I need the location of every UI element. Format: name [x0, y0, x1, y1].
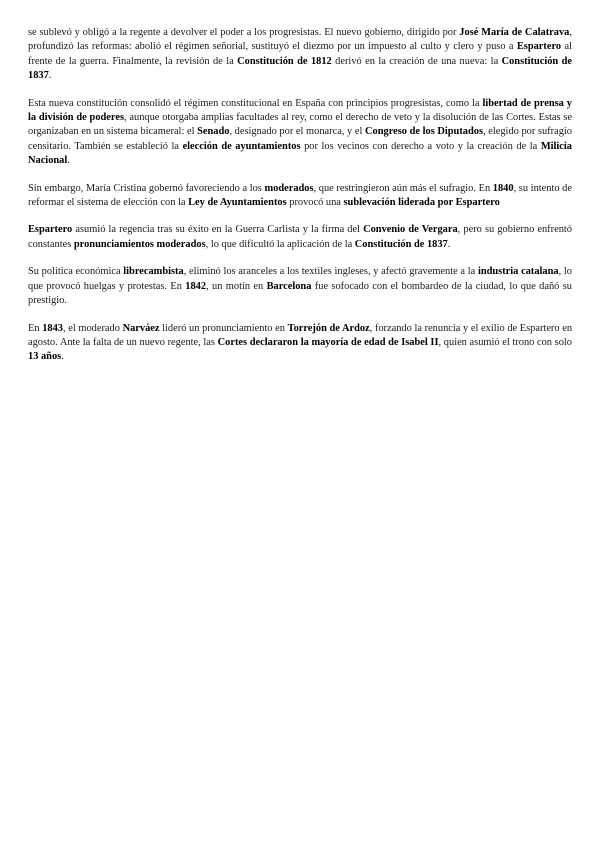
text-run: derivó en la creación de una nueva: la — [331, 55, 502, 67]
bold-text: Espartero — [28, 224, 73, 236]
bold-text: libertad de prensa y la división de poderes — [28, 97, 572, 124]
text-run: , quien asumió el trono con solo — [438, 336, 572, 348]
document-page — [28, 26, 572, 378]
text-run: al frente de la guerra. Finalmente, la revisión de la — [28, 41, 572, 67]
text-run: lideró un pronunciamiento en — [159, 322, 288, 334]
bold-text: Senado — [197, 126, 230, 138]
bold-text: Barcelona — [266, 280, 312, 292]
bold-text: José María de Calatrava — [459, 27, 570, 38]
paragraph-2 — [28, 97, 572, 169]
bold-text: Milicia Nacional — [28, 140, 572, 167]
bold-text: Ley de Ayuntamientos — [188, 197, 287, 209]
bold-text: industria catalana — [477, 266, 559, 278]
text-run: Su política económica — [28, 266, 124, 278]
bold-text: moderados — [264, 182, 314, 194]
text-run: . — [61, 351, 64, 363]
text-run: . — [67, 155, 70, 167]
paragraph-1 — [28, 26, 572, 84]
bold-text: Constitución de 1812 — [237, 55, 332, 67]
bold-text: Convenio de Vergara — [363, 224, 458, 236]
text-run: , eliminó los aranceles a los textiles ingleses, y afectó gravemente a la — [183, 266, 478, 278]
text-run: Esta nueva constitución consolidó el régimen constitucional en España con principios progresistas, como la — [28, 97, 483, 109]
text-run: En — [28, 322, 43, 334]
paragraph-5 — [28, 265, 572, 308]
text-run: provocó una — [286, 197, 344, 209]
text-run: , que restringieron aún más el sufragio. En — [313, 182, 493, 194]
bold-text: pronunciamientos moderados — [73, 238, 206, 250]
text-run: fue sofocado con el bombardeo de la ciudad, lo que dañó su prestigio. — [28, 280, 572, 307]
bold-text: 1843 — [42, 322, 63, 334]
bold-text: Torrejón de Ardoz — [287, 322, 370, 334]
text-run: Sin embargo, María Cristina gobernó favoreciendo a los — [28, 182, 265, 194]
bold-text: 1842 — [185, 280, 207, 292]
text-run: , un motín en — [206, 280, 267, 292]
text-run: , profundizó las reformas: abolió el régimen señorial, sustituyó el diezmo por un impuesto al culto y clero y puso a — [28, 27, 572, 53]
paragraph-6 — [28, 322, 572, 365]
bold-text: 13 años — [28, 351, 62, 363]
text-run: , lo que dificultó la aplicación de la — [205, 238, 355, 250]
text-run: se sublevó y obligó a la regente a devolver el poder a los progresistas. El nuevo gobierno, dirigido por — [28, 27, 460, 38]
text-run: por los vecinos con derecho a voto y la creación de la — [300, 140, 541, 152]
text-run: , su intento de reformar el sistema de elección con la — [28, 182, 572, 209]
paragraph-3 — [28, 182, 572, 211]
text-run: . — [447, 238, 451, 250]
bold-text: Constitución de 1837 — [28, 55, 573, 82]
text-run: asumió la regencia tras su éxito en la Guerra Carlista y la firma del — [72, 224, 364, 236]
bold-text: Congreso de los Diputados — [365, 126, 484, 138]
paragraph-4 — [28, 223, 572, 252]
text-run: , elegido por sufragio censitario. También se estableció la — [28, 126, 572, 152]
text-run: , lo que provocó huelgas y protestas. En — [28, 266, 572, 292]
text-run: , designado por el monarca, y el — [229, 126, 366, 138]
text-run: , pero su gobierno enfrentó constantes — [28, 224, 572, 250]
bold-text: Espartero — [516, 41, 562, 53]
bold-text: 1840 — [492, 182, 514, 194]
bold-text: elección de ayuntamientos — [182, 140, 301, 152]
text-run: , aunque otorgaba amplias facultades al rey, como el derecho de veto y la disolución de las Cortes. Estas se organizaban en un sistema bicameral: el — [28, 112, 572, 138]
text-run: , forzando la renuncia y el exilio de Espartero en agosto. Ante la falta de un nuevo regente, las — [28, 322, 573, 348]
bold-text: sublevación liderada por Espartero — [343, 197, 500, 209]
bold-text: librecambista — [123, 266, 184, 278]
bold-text: Narváez — [122, 322, 160, 334]
bold-text: Cortes declararon la mayoría de edad de Isabel II — [217, 336, 439, 348]
bold-text: Constitución de 1837 — [354, 238, 448, 250]
text-run: . — [48, 70, 52, 82]
text-run: , el moderado — [62, 322, 123, 334]
